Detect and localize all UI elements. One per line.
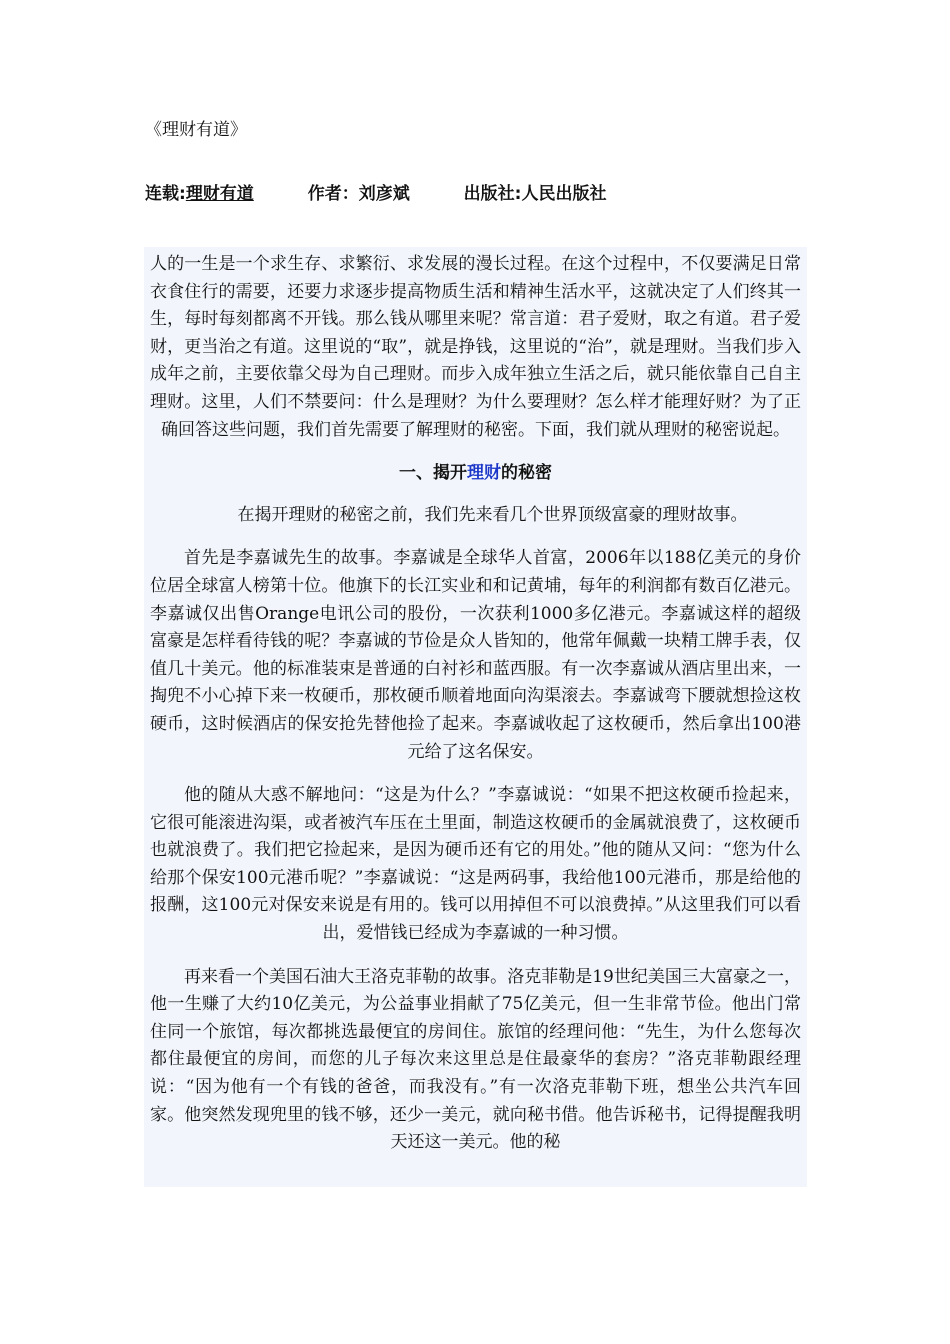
section-heading: [144, 460, 807, 488]
serial-label: 连载:: [145, 184, 186, 204]
story-paragraph: 首先是李嘉诚先生的故事。李嘉诚是全球华人首富，2006年以188亿美元的身价位居全球富人榜第十位。他旗下的长江实业和和记黄埔，每年的利润都有数百亿港元。李嘉诚仅出售Orange电讯公司的股份，一次获利1000多亿港元。李嘉诚这样的超级富豪是怎样看待钱的呢？李嘉诚的节俭是众人皆知的，他常年佩戴一块精工牌手表，仅值几十美元。他的标准装束是普通的白衬衫和蓝西服。有一次李嘉诚从酒店里出来，一掏兜不小心掉下来一枚硬币，那枚硬币顺着地面向沟渠滚去。李嘉诚弯下腰就想捡这枚硬币，这时候酒店的保安抢先替他捡了起来。李嘉诚收起了这枚硬币，然后拿出100港元给了这名保安。: [150, 548, 801, 762]
publisher-label: 出版社:人民出版社: [463, 184, 607, 204]
serial-title-link[interactable]: 理财有道: [185, 184, 254, 204]
intro-paragraph: 人的一生是一个求生存、求繁衍、求发展的漫长过程。在这个过程中，不仅要满足日常衣食住行的需要，还要力求逐步提高物质生活和精神生活水平，这就决定了人们终其一生，每时每刻都离不开钱。那么钱从哪里来呢？常言道：君子爱财，取之有道。君子爱财，更当治之有道。这里说的“取”，就是挣钱，这里说的“治”，就是理财。当我们步入成年之前，主要依靠父母为自己理财。而步入成年独立生活之后，就只能依靠自己自主理财。这里，人们不禁要问：什么是理财？为什么要理财？怎么样才能理好财？为了正确回答这些问题，我们首先需要了解理财的秘密。下面，我们就从理财的秘密说起。: [150, 254, 801, 440]
author-label: 作者：刘彦斌: [307, 184, 410, 204]
section-heading-suffix: 的秘密: [501, 463, 552, 484]
article-body: [144, 247, 807, 1187]
document-meta: [145, 182, 845, 206]
section-heading-highlight-link[interactable]: 理财: [467, 463, 501, 484]
story-paragraph: 他的随从大惑不解地问：“这是为什么？”李嘉诚说：“如果不把这枚硬币捡起来，它很可能滚进沟渠，或者被汽车压在土里面，制造这枚硬币的金属就浪费了，这枚硬币也就浪费了。我们把它捡起来，是因为硬币还有它的用处。”他的随从又问：“您为什么给那个保安100元港币呢？”李嘉诚说：“这是两码事，我给他100元港币，那是给他的报酬，这100元对保安来说是有用的。钱可以用掉但不可以浪费掉。”从这里我们可以看出，爱惜钱已经成为李嘉诚的一种习惯。: [150, 785, 801, 944]
section-heading-prefix: 一、揭开: [399, 463, 467, 484]
document-title: 《理财有道》: [145, 120, 247, 140]
lead-paragraph: 在揭开理财的秘密之前，我们先来看几个世界顶级富豪的理财故事。: [237, 504, 748, 525]
story-paragraph: 再来看一个美国石油大王洛克菲勒的故事。洛克菲勒是19世纪美国三大富豪之一，他一生赚了大约10亿美元，为公益事业捐献了75亿美元，但一生非常节俭。他出门常住同一个旅馆，每次都挑选最便宜的房间住。旅馆的经理问他：“先生，为什么您每次都住最便宜的房间，而您的儿子每次来这里总是住最豪华的套房？”洛克菲勒跟经理说：“因为他有一个有钱的爸爸，而我没有。”有一次洛克菲勒下班，想坐公共汽车回家。他突然发现兜里的钱不够，还少一美元，就向秘书借。他告诉秘书，记得提醒我明天还这一美元。他的秘: [150, 966, 801, 1153]
